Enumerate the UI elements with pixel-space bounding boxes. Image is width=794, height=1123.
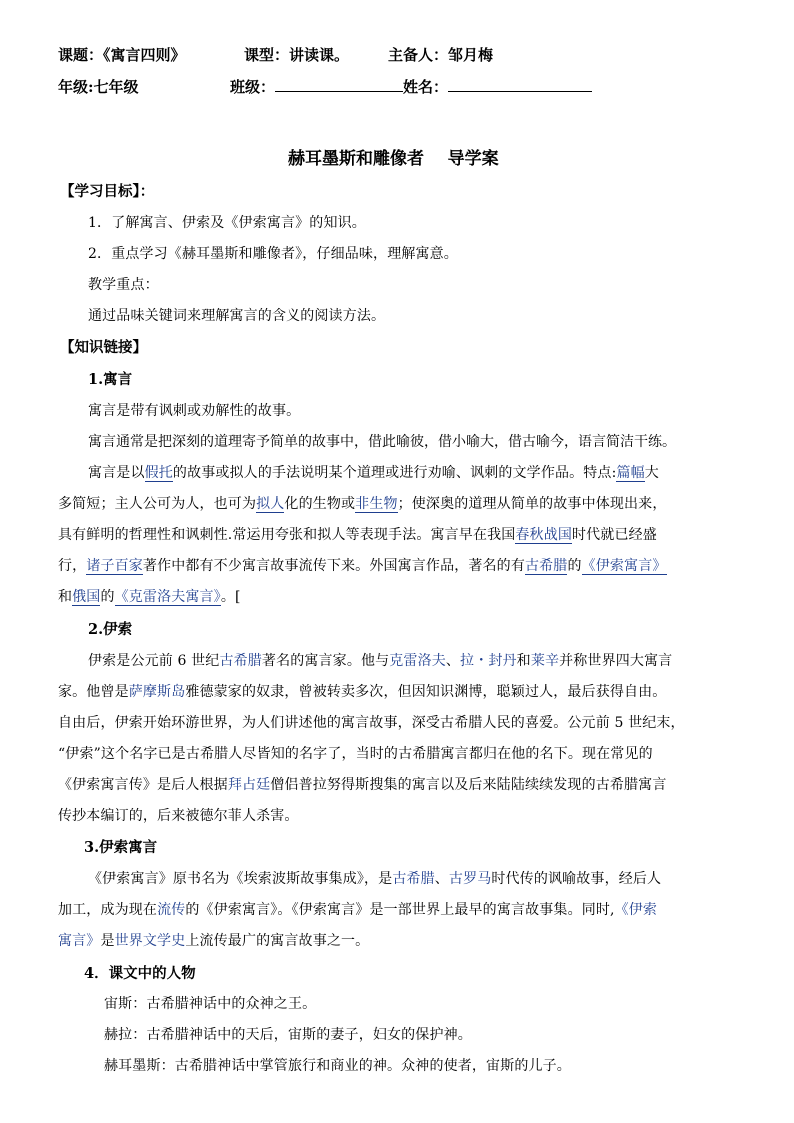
link-gu-xila[interactable]: 古希腊 <box>524 558 568 574</box>
fable-paragraph-1: 寓言是带有讽刺或劝解性的故事。 <box>88 403 301 419</box>
term-aesop-fables[interactable]: 《伊索 <box>614 902 658 918</box>
page-title: 赫耳墨斯和雕像者 导学案 <box>288 149 499 169</box>
text-run: 、 <box>445 653 461 669</box>
goals-heading: 【学习目标】： <box>60 183 155 200</box>
text-run: 的 <box>100 589 115 605</box>
text-run: 的 <box>567 558 582 574</box>
text-run: 《伊索寓言传》是后人根据 <box>58 777 228 793</box>
link-russia[interactable]: 俄国 <box>72 589 101 605</box>
term-gu-xila[interactable]: 古希腊 <box>219 653 262 669</box>
text-run: 的《伊索寓言》。《伊索寓言》是一部世界上最早的寓言故事集。同时, <box>185 902 615 918</box>
lesson-type: 课型：讲读课。 <box>244 46 350 64</box>
term-lessing[interactable]: 莱辛 <box>530 653 560 669</box>
link-pianfu[interactable]: 篇幅 <box>616 465 645 481</box>
text-run: 时代传的讽喻故事，经后人 <box>491 871 662 887</box>
character-hera: 赫拉：古希腊神话中的天后，宙斯的妻子，妇女的保护神。 <box>104 1027 472 1043</box>
link-feishengwu[interactable]: 非生物 <box>355 496 398 512</box>
fable-paragraph-3-line-5 <box>58 586 241 606</box>
aesop-line-3: 自由后，伊索开始环游世界，为人们讲述他的寓言故事，深受古希腊人民的喜爱。公元前 5 世纪末， <box>58 715 685 731</box>
text-run: 寓言是以 <box>88 465 145 481</box>
text-run: 家。他曾是 <box>58 684 129 700</box>
term-krylov[interactable]: 克雷洛夫 <box>389 653 446 669</box>
text-run: 是 <box>100 933 115 949</box>
key-point-label: 教学重点： <box>88 277 159 293</box>
goal-item-2: 2．重点学习《赫耳墨斯和雕像者》，仔细品味，理解寓意。 <box>88 246 458 262</box>
link-aesop-fables[interactable]: 《伊索寓言》 <box>581 558 667 574</box>
aesop-fables-line-3 <box>58 930 369 950</box>
text-run: 僧侣普拉努得斯搜集的寓言以及后来陆陆续续发现的古希腊寓言 <box>270 777 667 793</box>
term-world-literature-history[interactable]: 世界文学史 <box>114 933 186 949</box>
term-liuchuan[interactable]: 流传 <box>157 902 186 918</box>
text-run: 具有鲜明的哲理性和讽刺性.常运用夸张和拟人等表现手法。寓言早在我国 <box>58 527 516 543</box>
grade-label: 年级:七年级 <box>58 78 139 96</box>
aesop-line-6: 传抄本编订的，后来被德尔菲人杀害。 <box>58 808 299 824</box>
text-run: 著作中都有不少寓言故事流传下来。外国寓言作品，著名的有 <box>142 558 525 574</box>
text-run: 和 <box>516 653 531 669</box>
character-hermes: 赫耳墨斯：古希腊神话中掌管旅行和商业的神。众神的使者，宙斯的儿子。 <box>104 1058 571 1074</box>
lesson-preparer: 主备人：邹月梅 <box>388 46 494 64</box>
lesson-topic: 课题：《寓言四则》 <box>58 46 186 64</box>
text-run: 化的生物或 <box>284 496 356 512</box>
term-aesop-fables-cont[interactable]: 寓言》 <box>58 933 101 949</box>
section-title-aesop-fables: 3.伊索寓言 <box>84 839 158 856</box>
aesop-line-1 <box>88 650 672 670</box>
name-label: 姓名： <box>403 78 449 96</box>
aesop-fables-line-2 <box>58 899 657 919</box>
text-run: 并称世界四大寓言 <box>559 653 673 669</box>
term-gu-luoma[interactable]: 古罗马 <box>448 871 492 887</box>
aesop-line-5 <box>58 774 666 794</box>
text-run: 《伊索寓言》原书名为《埃索波斯故事集成》，是 <box>88 871 393 887</box>
text-run: 大 <box>644 465 659 481</box>
fable-paragraph-3-line-1 <box>88 462 659 482</box>
link-chunqiu-zhanguo[interactable]: 春秋战国 <box>515 527 573 543</box>
fable-paragraph-3-line-2 <box>58 493 666 513</box>
section-title-characters: 4．课文中的人物 <box>84 965 196 982</box>
character-zeus: 宙斯：古希腊神话中的众神之王。 <box>104 996 317 1012</box>
text-run: 和 <box>58 589 73 605</box>
text-run: 雅德蒙家的奴隶，曾被转卖多次，但因知识渊博，聪颖过人，最后获得自由。 <box>185 684 667 700</box>
link-krylov-fables[interactable]: 《克雷洛夫寓言》 <box>114 589 221 605</box>
class-field <box>230 76 592 97</box>
name-blank <box>448 77 592 92</box>
term-gu-xila[interactable]: 古希腊 <box>392 871 435 887</box>
text-run: 时代就已经盛 <box>572 527 657 543</box>
text-run: 。[ <box>220 589 241 605</box>
fable-paragraph-2: 寓言通常是把深刻的道理寄予简单的故事中，借此喻彼，借小喻大，借古喻今，语言简洁干练。 <box>88 434 676 450</box>
section-title-aesop: 2.伊索 <box>88 621 133 638</box>
term-la-fontaine[interactable]: 拉・封丹 <box>460 653 517 669</box>
text-run: 伊索是公元前 6 世纪 <box>88 653 220 669</box>
term-byzantine[interactable]: 拜占廷 <box>227 777 271 793</box>
link-jiatuo[interactable]: 假托 <box>144 465 173 481</box>
aesop-line-2 <box>58 681 666 701</box>
goal-item-1: 1．了解寓言、伊索及《伊索寓言》的知识。 <box>88 215 366 231</box>
text-run: 上流传最广的寓言故事之一。 <box>185 933 370 949</box>
text-run: 著名的寓言家。他与 <box>261 653 390 669</box>
section-title-fable: 1.寓言 <box>88 371 133 388</box>
link-niren[interactable]: 拟人 <box>256 496 285 512</box>
text-run: ；使深奥的道理从简单的故事中体现出来， <box>397 496 667 512</box>
class-label: 班级： <box>230 78 276 96</box>
text-run: 加工，成为现在 <box>58 902 158 918</box>
text-run: 行， <box>58 558 87 574</box>
knowledge-heading: 【知识链接】 <box>60 339 147 356</box>
key-point-text: 通过品味关键词来理解寓言的含义的阅读方法。 <box>88 308 386 324</box>
aesop-fables-line-1 <box>88 868 661 888</box>
text-run: 、 <box>434 871 449 887</box>
link-zhuzi-baijia[interactable]: 诸子百家 <box>86 558 143 574</box>
fable-paragraph-3-line-4 <box>58 555 667 575</box>
text-run: 多简短；主人公可为人，也可为 <box>58 496 257 512</box>
class-blank <box>275 77 403 92</box>
text-run: 的故事或拟人的手法说明某个道理或进行劝喻、讽刺的文学作品。特点: <box>172 465 617 481</box>
aesop-line-4: “伊索”这个名字已是古希腊人尽皆知的名字了，当时的古希腊寓言都归在他的名下。现在常见的 <box>58 746 653 762</box>
fable-paragraph-3-line-3 <box>58 524 657 544</box>
term-samos[interactable]: 萨摩斯岛 <box>128 684 186 700</box>
